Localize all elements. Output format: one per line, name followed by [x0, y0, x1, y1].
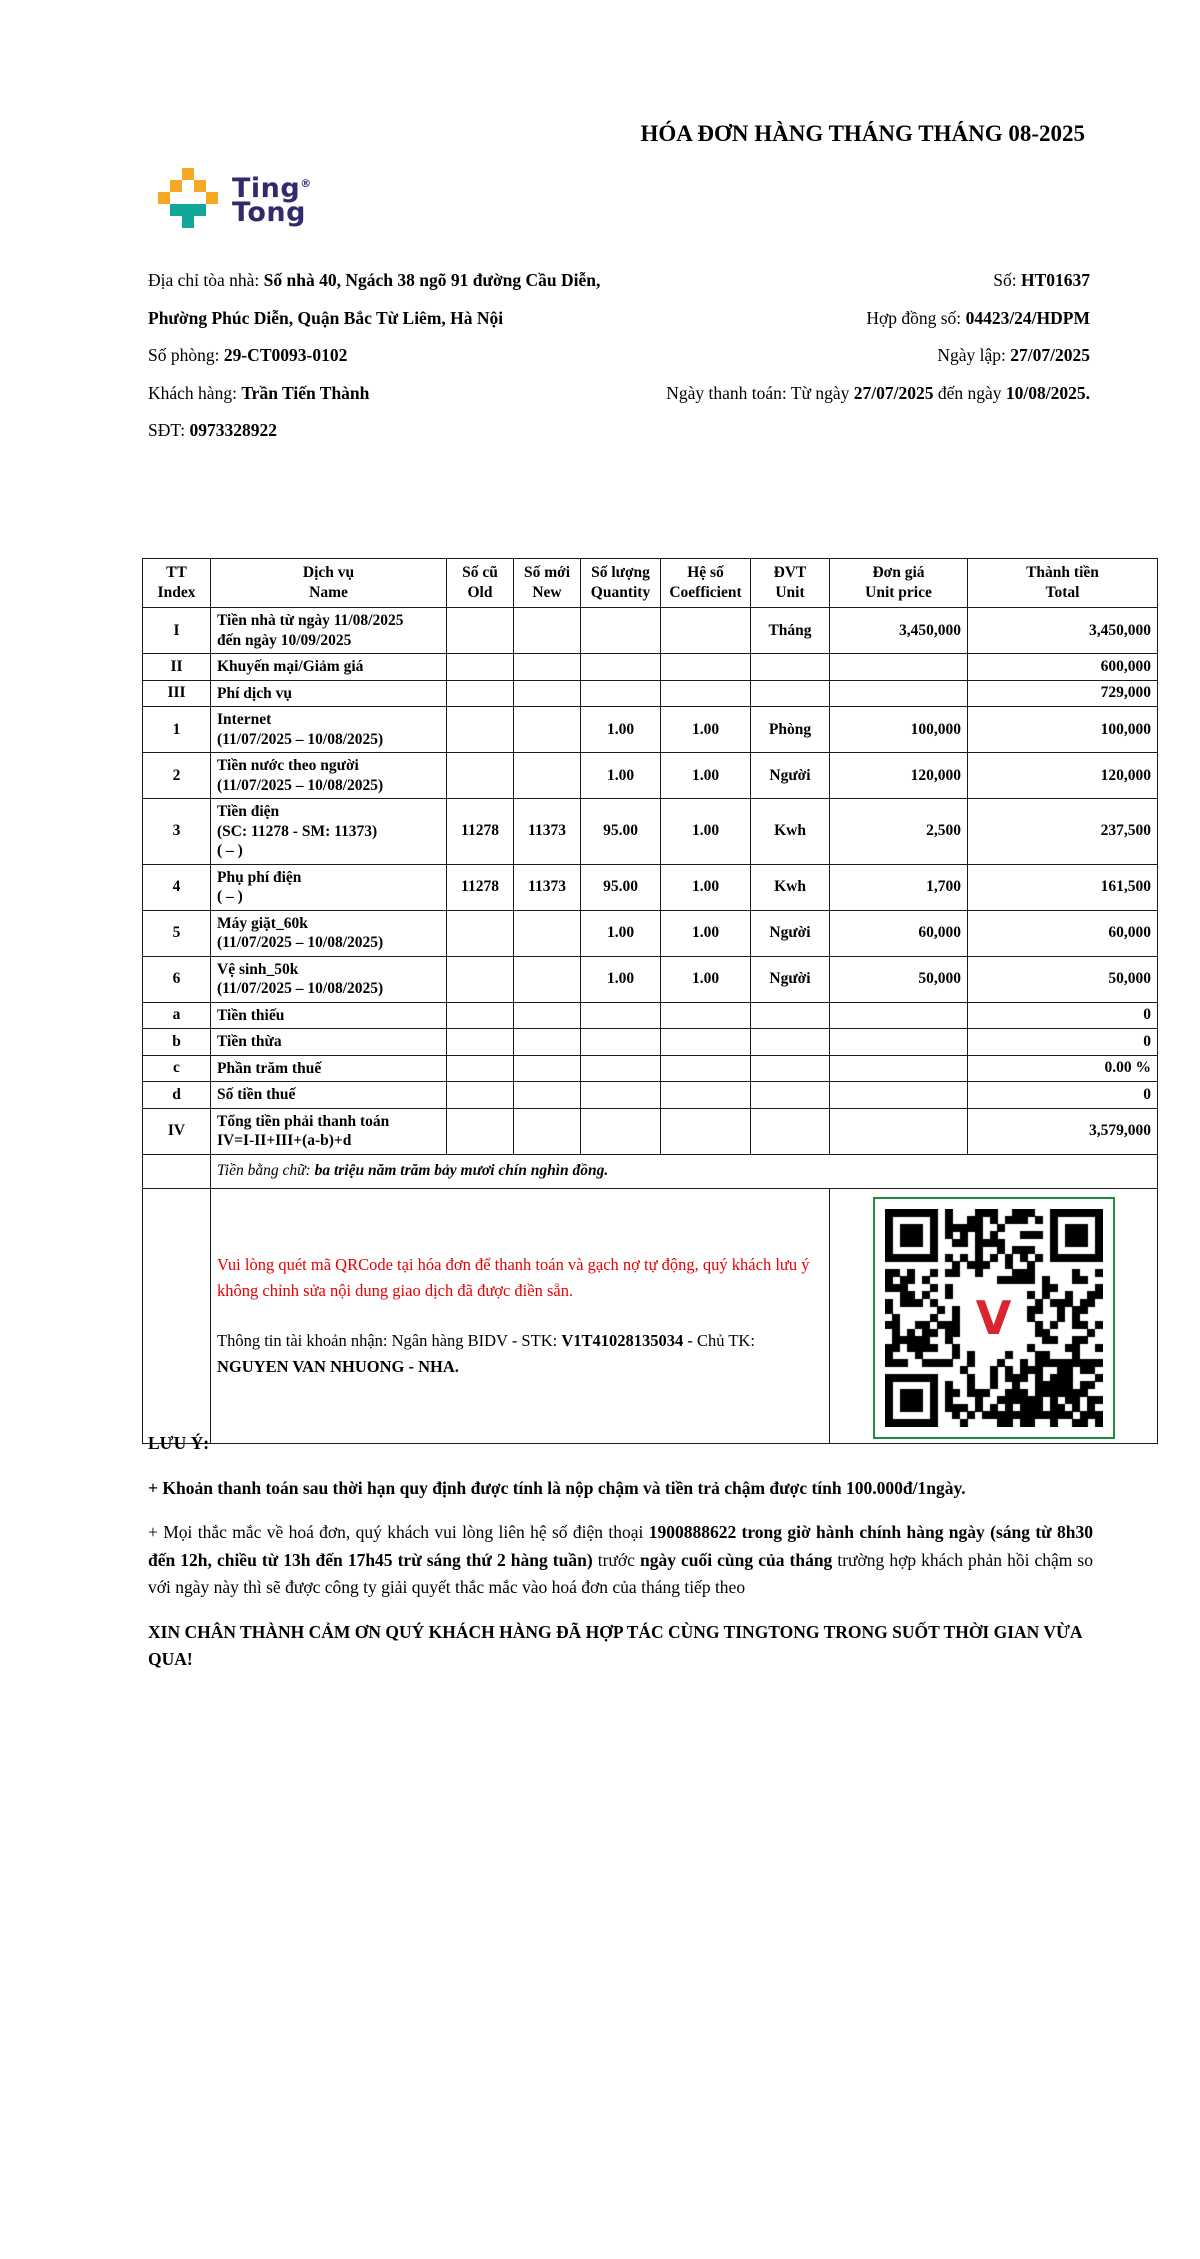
table-row [143, 1029, 1158, 1056]
cell-old [447, 654, 514, 681]
late-payment-note: + Khoản thanh toán sau thời hạn quy định được tính là nộp chậm và tiền trả chậm được tính 100.000đ/1ngày. [148, 1477, 966, 1498]
table-row [143, 1082, 1158, 1109]
thank-you-note: XIN CHÂN THÀNH CẢM ƠN QUÝ KHÁCH HÀNG ĐÃ HỢP TÁC CÙNG TINGTONG TRONG SUỐT THỜI GIAN VỪA QUA! [148, 1621, 1082, 1669]
account-info: Thông tin tài khoản nhận: Ngân hàng BIDV - STK: V1T41028135034 - Chủ TK: NGUYEN VAN NHUONG - NHA. [217, 1330, 755, 1376]
cell-total: 237,500 [968, 799, 1158, 865]
cell-total: 120,000 [968, 753, 1158, 799]
amount-in-words-row [143, 1154, 1158, 1188]
cell-coef [661, 654, 751, 681]
brand-line1: Ting [232, 173, 301, 204]
cell-qty: 1.00 [581, 707, 661, 753]
cell-name: Tiền thừa [211, 1029, 447, 1056]
cell-old [447, 910, 514, 956]
cell-qty: 1.00 [581, 910, 661, 956]
cell-price: 2,500 [830, 799, 968, 865]
invoice-number: Số: HT01637 [993, 270, 1090, 290]
cell-name: Phần trăm thuế [211, 1055, 447, 1082]
cell-coef [661, 680, 751, 707]
cell-coef [661, 1082, 751, 1109]
qr-instructions [211, 1188, 830, 1443]
cell-total: 3,579,000 [968, 1108, 1158, 1154]
cell-name: Tiền nhà từ ngày 11/08/2025 đến ngày 10/09/2025 [211, 608, 447, 654]
header-cell: Số cũ Old [447, 559, 514, 608]
contract-number: Hợp đồng số: 04423/24/HDPM [866, 307, 1090, 328]
qr-pattern [885, 1209, 1103, 1427]
cell-price: 50,000 [830, 956, 968, 1002]
cell-coef [661, 1002, 751, 1029]
cell-new [514, 707, 581, 753]
cell-new: 11373 [514, 864, 581, 910]
header-cell: ĐVT Unit [751, 559, 830, 608]
cell-name: Số tiền thuế [211, 1082, 447, 1109]
cell-coef [661, 608, 751, 654]
cell-price: 1,700 [830, 864, 968, 910]
invoice-table [142, 558, 1158, 1444]
cell-tt: 1 [143, 707, 211, 753]
table-row [143, 707, 1158, 753]
issue-date: Ngày lập: 27/07/2025 [937, 345, 1090, 365]
cell-price [830, 654, 968, 681]
table-row [143, 1108, 1158, 1154]
cell-total: 100,000 [968, 707, 1158, 753]
payment-period: Ngày thanh toán: Từ ngày 27/07/2025 đến ngày 10/08/2025. [666, 382, 1090, 403]
table-row [143, 799, 1158, 865]
cell-tt: d [143, 1082, 211, 1109]
cell-new [514, 1108, 581, 1154]
cell-unit [751, 654, 830, 681]
invoice-table-header [143, 559, 1158, 608]
table-row [143, 910, 1158, 956]
table-row [143, 753, 1158, 799]
cell-name: Tiền thiếu [211, 1002, 447, 1029]
header-cell: TT Index [143, 559, 211, 608]
cell-tt: c [143, 1055, 211, 1082]
cell-coef: 1.00 [661, 753, 751, 799]
tingtong-logo [158, 168, 312, 230]
cell-old [447, 707, 514, 753]
room-number: Số phòng: 29-CT0093-0102 [148, 345, 348, 365]
header-cell: Đơn giá Unit price [830, 559, 968, 608]
cell-old [447, 1002, 514, 1029]
cell-new [514, 654, 581, 681]
header-cell: Thành tiền Total [968, 559, 1158, 608]
cell-unit: Phòng [751, 707, 830, 753]
cell-unit [751, 1082, 830, 1109]
cell-total: 0 [968, 1082, 1158, 1109]
tingtong-arrow-icon [158, 168, 218, 230]
cell-new [514, 608, 581, 654]
cell-old [447, 1055, 514, 1082]
cell-unit [751, 680, 830, 707]
cell-name: Tiền nước theo người (11/07/2025 – 10/08/2025) [211, 753, 447, 799]
cell-qty [581, 654, 661, 681]
cell-coef [661, 1108, 751, 1154]
cell-coef [661, 1055, 751, 1082]
qr-code [873, 1197, 1115, 1439]
cell-price [830, 680, 968, 707]
cell-price: 60,000 [830, 910, 968, 956]
table-row [143, 956, 1158, 1002]
cell-name: Khuyến mại/Giảm giá [211, 654, 447, 681]
cell-total: 3,450,000 [968, 608, 1158, 654]
account-number: V1T41028135034 [561, 1330, 684, 1350]
cell-name: Phụ phí điện ( – ) [211, 864, 447, 910]
amount-in-words: Tiền bằng chữ: ba triệu năm trăm bảy mươi chín nghìn đồng. [211, 1154, 1158, 1188]
info-left [148, 262, 630, 450]
cell-unit [751, 1055, 830, 1082]
cell-old [447, 1029, 514, 1056]
customer-phone: SĐT: 0973328922 [148, 420, 277, 440]
cell-old [447, 1082, 514, 1109]
qr-row [143, 1188, 1158, 1443]
cell-coef [661, 1029, 751, 1056]
cell-tt: II [143, 654, 211, 681]
hotline-number: 1900888622 trong giờ hành chính hàng ngày (sáng từ 8h30 đến 12h, chiều từ 13h đến 17h45 trừ sáng thứ 2 hàng tuần) [148, 1522, 1093, 1570]
cell-new [514, 1082, 581, 1109]
cell-old: 11278 [447, 864, 514, 910]
header-cell: Số mới New [514, 559, 581, 608]
cell-tt: 4 [143, 864, 211, 910]
cell-tt: 6 [143, 956, 211, 1002]
qr-code-cell [830, 1188, 1158, 1443]
cell-total: 0 [968, 1002, 1158, 1029]
cell-tt: IV [143, 1108, 211, 1154]
cell-unit [751, 1108, 830, 1154]
cell-new [514, 753, 581, 799]
cell-name: Vệ sinh_50k (11/07/2025 – 10/08/2025) [211, 956, 447, 1002]
invoice-title: HÓA ĐƠN HÀNG THÁNG THÁNG 08-2025 [640, 121, 1085, 146]
brand-text [232, 172, 312, 228]
cell-unit [751, 1029, 830, 1056]
cell-qty [581, 680, 661, 707]
hotline-note: + Mọi thắc mắc về hoá đơn, quý khách vui lòng liên hệ số điện thoại 1900888622 trong giờ hành chính hàng ngày (sáng từ 8h30 đến 12h, chiều từ 13h đến 17h45 trừ sáng thứ 2 hàng tuần) trước ngày cuối cùng của tháng trường hợp khách phản hồi chậm so với ngày này thì sẽ được công ty giải quyết thắc mắc vào hoá đơn của tháng tiếp theo [148, 1522, 1093, 1597]
brand-line2: Tong [232, 197, 306, 228]
cell-old [447, 1108, 514, 1154]
cell-name: Internet (11/07/2025 – 10/08/2025) [211, 707, 447, 753]
cell-coef: 1.00 [661, 799, 751, 865]
invoice-table-special [143, 1154, 1158, 1443]
cell-qty: 1.00 [581, 753, 661, 799]
qr-red-notice: Vui lòng quét mã QRCode tại hóa đơn để thanh toán và gạch nợ tự động, quý khách lưu ý không chỉnh sửa nội dung giao dịch đã được điền sẵn. [217, 1254, 810, 1300]
cell-coef: 1.00 [661, 864, 751, 910]
cell-new [514, 1055, 581, 1082]
cell-new [514, 1029, 581, 1056]
cell-name: Phí dịch vụ [211, 680, 447, 707]
cell-unit: Kwh [751, 864, 830, 910]
cell-price [830, 1108, 968, 1154]
cell-old: 11278 [447, 799, 514, 865]
cell-new [514, 1002, 581, 1029]
cell-price: 120,000 [830, 753, 968, 799]
cell-unit: Tháng [751, 608, 830, 654]
cell-old [447, 680, 514, 707]
notes-title: LƯU Ý: [148, 1433, 210, 1453]
cell-total: 0 [968, 1029, 1158, 1056]
cell-price: 3,450,000 [830, 608, 968, 654]
table-row [143, 680, 1158, 707]
invoice-table-body [143, 608, 1158, 1155]
registered-mark: ® [300, 177, 312, 190]
cell-old [447, 956, 514, 1002]
customer-name: Khách hàng: Trần Tiến Thành [148, 382, 370, 403]
cell-unit: Kwh [751, 799, 830, 865]
cell-tt: I [143, 608, 211, 654]
cell-qty [581, 1055, 661, 1082]
cell-unit [751, 1002, 830, 1029]
cell-qty [581, 1029, 661, 1056]
cell-empty [143, 1154, 211, 1188]
cell-new [514, 956, 581, 1002]
cell-qty [581, 1082, 661, 1109]
cell-new [514, 680, 581, 707]
table-row [143, 864, 1158, 910]
building-address: Địa chỉ tòa nhà: Số nhà 40, Ngách 38 ngõ 91 đường Cầu Diễn, Phường Phúc Diễn, Quận Bắc Từ Liêm, Hà Nội [148, 270, 601, 328]
cell-total: 50,000 [968, 956, 1158, 1002]
footer-notes [148, 1430, 1093, 1691]
cell-total: 600,000 [968, 654, 1158, 681]
cell-qty: 95.00 [581, 799, 661, 865]
table-row [143, 1002, 1158, 1029]
cell-price: 100,000 [830, 707, 968, 753]
cell-price [830, 1082, 968, 1109]
cell-name: Máy giặt_60k (11/07/2025 – 10/08/2025) [211, 910, 447, 956]
cell-qty: 95.00 [581, 864, 661, 910]
cell-tt: 2 [143, 753, 211, 799]
table-row [143, 654, 1158, 681]
cell-unit: Người [751, 956, 830, 1002]
cell-tt: 3 [143, 799, 211, 865]
cell-coef: 1.00 [661, 910, 751, 956]
info-right [620, 262, 1090, 412]
cell-unit: Người [751, 910, 830, 956]
cell-qty: 1.00 [581, 956, 661, 1002]
cell-name: Tổng tiền phải thanh toán IV=I-II+III+(a-b)+d [211, 1108, 447, 1154]
cell-qty [581, 608, 661, 654]
cell-tt: a [143, 1002, 211, 1029]
cell-qty [581, 1002, 661, 1029]
header-cell: Số lượng Quantity [581, 559, 661, 608]
cell-price [830, 1029, 968, 1056]
vietqr-v-icon: V [975, 1290, 1012, 1345]
cell-unit: Người [751, 753, 830, 799]
cell-empty [143, 1188, 211, 1443]
cell-total: 161,500 [968, 864, 1158, 910]
cell-total: 60,000 [968, 910, 1158, 956]
cell-total: 0.00 % [968, 1055, 1158, 1082]
cell-total: 729,000 [968, 680, 1158, 707]
cell-old [447, 753, 514, 799]
cell-qty [581, 1108, 661, 1154]
cell-tt: 5 [143, 910, 211, 956]
table-row [143, 608, 1158, 654]
cell-price [830, 1055, 968, 1082]
cell-tt: b [143, 1029, 211, 1056]
cell-new [514, 910, 581, 956]
account-holder: NGUYEN VAN NHUONG - NHA. [217, 1356, 459, 1376]
cell-tt: III [143, 680, 211, 707]
cell-new: 11373 [514, 799, 581, 865]
cell-name: Tiền điện (SC: 11278 - SM: 11373) ( – ) [211, 799, 447, 865]
cell-coef: 1.00 [661, 707, 751, 753]
cell-coef: 1.00 [661, 956, 751, 1002]
cell-price [830, 1002, 968, 1029]
table-row [143, 1055, 1158, 1082]
header-cell: Dịch vụ Name [211, 559, 447, 608]
cell-old [447, 608, 514, 654]
header-cell: Hệ số Coefficient [661, 559, 751, 608]
